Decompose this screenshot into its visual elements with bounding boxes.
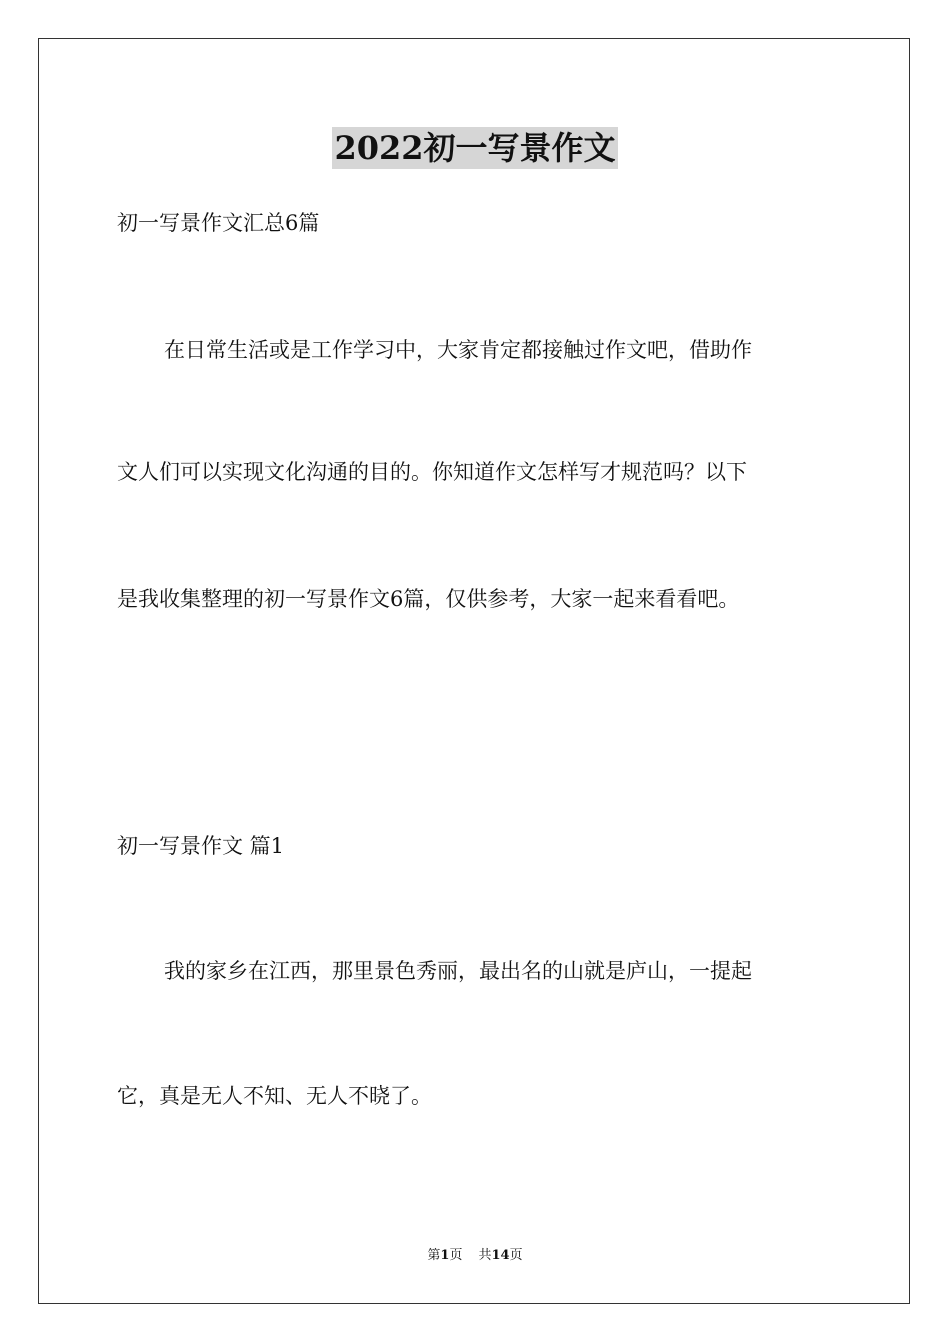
footer-page-suffix: 页 bbox=[449, 1248, 463, 1263]
intro-line-1: 在日常生活或是工作学习中，大家肯定都接触过作文吧，借助作 bbox=[164, 338, 752, 362]
document-title bbox=[0, 126, 950, 170]
document-title-text: 2022初一写景作文 bbox=[334, 129, 616, 167]
section-line-2: 它，真是无人不知、无人不晓了。 bbox=[117, 1084, 432, 1108]
page-footer bbox=[0, 1247, 950, 1265]
footer-total-prefix: 共 bbox=[478, 1248, 492, 1263]
section-heading: 初一写景作文 篇1 bbox=[117, 834, 285, 858]
footer-page-prefix: 第 bbox=[427, 1248, 441, 1263]
footer-total-suffix: 页 bbox=[509, 1248, 523, 1263]
intro-line-2: 文人们可以实现文化沟通的目的。你知道作文怎样写才规范吗？以下 bbox=[117, 460, 747, 484]
document-subtitle: 初一写景作文汇总6篇 bbox=[117, 211, 320, 235]
footer-page-number: 1 bbox=[440, 1248, 450, 1263]
intro-line-3: 是我收集整理的初一写景作文6篇，仅供参考，大家一起来看看吧。 bbox=[117, 587, 740, 611]
footer-total-pages: 14 bbox=[491, 1248, 510, 1263]
section-line-1: 我的家乡在江西，那里景色秀丽，最出名的山就是庐山，一提起 bbox=[164, 959, 752, 983]
